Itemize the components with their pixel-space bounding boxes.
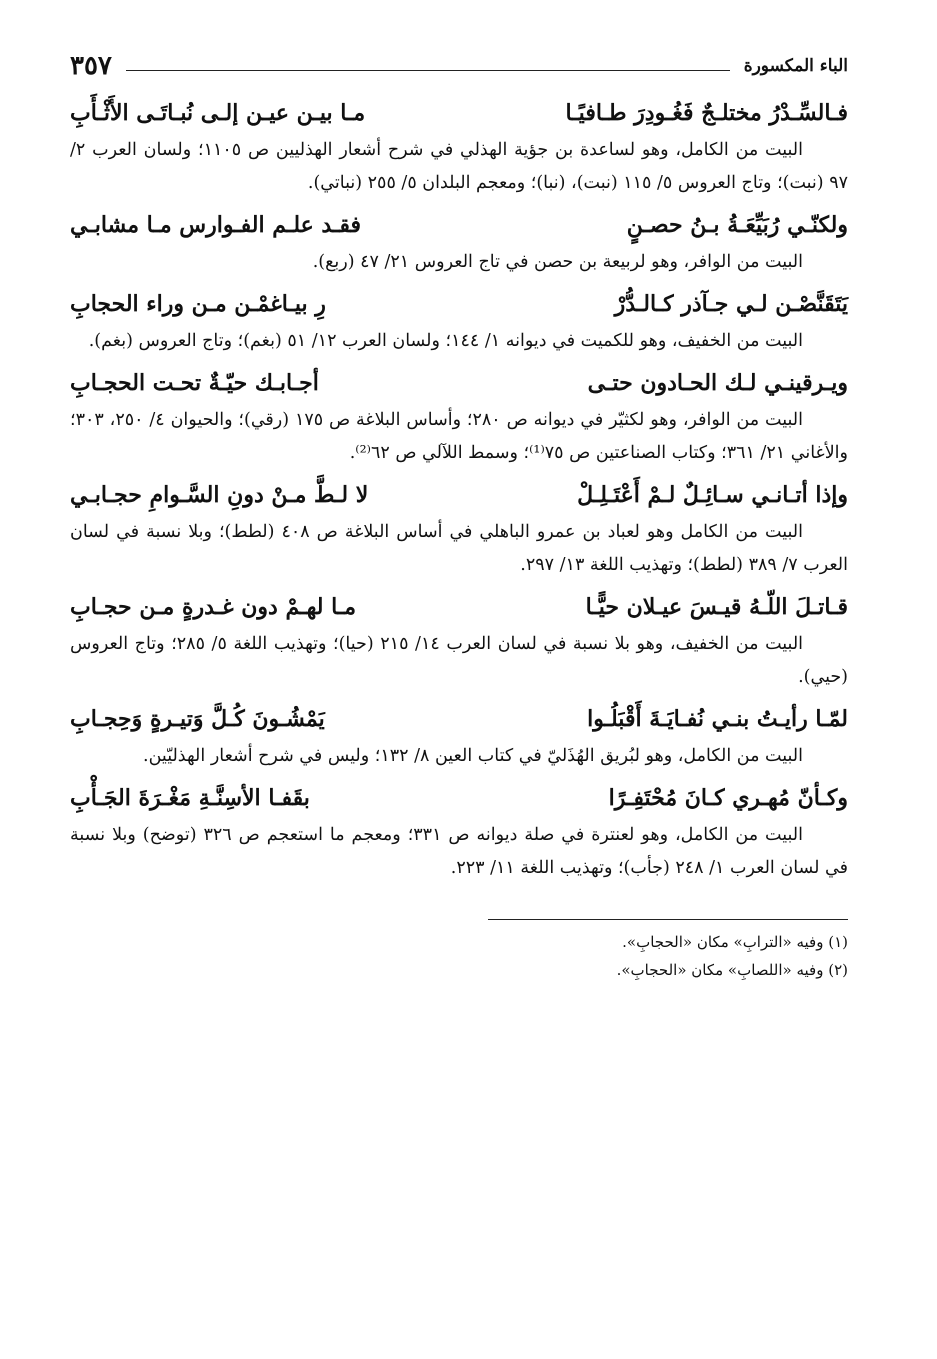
verse-line bbox=[70, 698, 848, 740]
verse-commentary: البيت من الوافر، وهو لكثيّر في ديوانه ص ٢٨٠؛ وأساس البلاغة ص ١٧٥ (رقي)؛ والحيوان ٤/ ٢٥٠، ٣٠٣؛ والأغاني ٢١/ ٣٦١؛ وكتاب الصناعتين ص ٧٥⁽¹⁾؛ وسمط اللآلي ص ٦٢⁽²⁾. bbox=[70, 410, 848, 463]
footnote-separator bbox=[488, 919, 848, 920]
verse-commentary: البيت من الكامل، وهو لساعدة بن جؤية الهذلي في شرح أشعار الهذليين ص ١١٠٥؛ ولسان العرب ٢/ ٩٧ (نبت)؛ وتاج العروس ٥/ ١١٥ (نبت)، (نبا)؛ ومعجم البلدان ٥/ ٢٥٥ (نباتي). bbox=[70, 140, 848, 193]
verse-first-hemistich: وكـأنّ مُهـري كـانَ مُحْتَفِـرًا bbox=[608, 785, 848, 811]
verse-second-hemistich: بقَفـا الأسِنَّـةِ مَغْـرَةَ الجَـأْبِ bbox=[70, 785, 310, 811]
verse-second-hemistich: يَمْشُـونَ كُـلَّ وَتيـرةٍ وَحِجـابِ bbox=[70, 706, 325, 732]
verse-first-hemistich: فـالسِّـدْرُ مختلـجٌ فَغُـودِرَ طـافيًـا bbox=[565, 100, 848, 126]
running-title: الباء المكسورة bbox=[743, 56, 848, 76]
verse-entry bbox=[70, 283, 848, 358]
verse-entry bbox=[70, 92, 848, 200]
verse-line bbox=[70, 92, 848, 134]
verse-second-hemistich: فقـد علـم الفـوارس مـا مشابـي bbox=[70, 212, 362, 238]
verse-commentary: البيت من الوافر، وهو لربيعة بن حصن في تاج العروس ٢١/ ٤٧ (ربع). bbox=[312, 252, 803, 272]
verse-second-hemistich: مـا لهـمْ دون غـدرةٍ مـن حجـابِ bbox=[70, 594, 357, 620]
page-header bbox=[70, 44, 848, 88]
verse-line bbox=[70, 283, 848, 325]
verse-entry bbox=[70, 362, 848, 470]
verse-entry bbox=[70, 698, 848, 773]
verse-line bbox=[70, 474, 848, 516]
verse-commentary: البيت من الخفيف، وهو للكميت في ديوانه ١/ ١٤٤؛ ولسان العرب ١٢/ ٥١ (بغم)؛ وتاج العروس (بغم). bbox=[88, 331, 803, 351]
verse-line bbox=[70, 777, 848, 819]
footnote: (١) وفيه «الترابِ» مكان «الحجابِ». bbox=[622, 933, 848, 951]
verse-line bbox=[70, 362, 848, 404]
footnote: (٢) وفيه «اللصابِ» مكان «الحجابِ». bbox=[616, 961, 848, 979]
verse-entry bbox=[70, 777, 848, 885]
header-rule bbox=[126, 70, 730, 71]
verse-first-hemistich: وإذا أتـانـي سـائِـلٌ لـمْ أَعْتَـلِـلْ bbox=[577, 482, 848, 508]
verse-commentary: البيت من الخفيف، وهو بلا نسبة في لسان العرب ١٤/ ٢١٥ (حيا)؛ وتهذيب اللغة ٥/ ٢٨٥؛ وتاج العروس (حيي). bbox=[70, 634, 848, 687]
verse-entry bbox=[70, 474, 848, 582]
verse-first-hemistich: لمّـا رأيـتُ بنـي نُفـايَـةَ أَقْبَلُـوا bbox=[587, 706, 848, 732]
verse-first-hemistich: قـاتـلَ اللّـهُ قيـسَ عيـلان حيًّـا bbox=[585, 594, 848, 620]
verse-line bbox=[70, 586, 848, 628]
verse-second-hemistich: أجـابـك حيّـةٌ تحـت الحجـابِ bbox=[70, 370, 319, 396]
page bbox=[70, 44, 848, 984]
verse-second-hemistich: مـا بيـن عيـن إلـى نُبـاتَـى الأَثْـأَبِ bbox=[70, 100, 366, 126]
page-number: ٣٥٧ bbox=[70, 51, 112, 81]
verse-first-hemistich: ولكنّـي رُبَيِّعَـةُ بـنُ حصـنٍ bbox=[626, 212, 848, 238]
verse-list bbox=[70, 92, 848, 885]
verse-second-hemistich: لا لـطَّ مـنْ دونِ السَّـوامِ حجـابـي bbox=[70, 482, 369, 508]
verse-entry bbox=[70, 204, 848, 279]
verse-first-hemistich: يَتَقَنَّصْـن لـي جـآذر كـالـدُّرْ bbox=[614, 291, 848, 317]
verse-commentary: البيت من الكامل وهو لعباد بن عمرو الباهلي في أساس البلاغة ص ٤٠٨ (لطط)؛ وبلا نسبة في لسان العرب ٧/ ٣٨٩ (لطط)؛ وتهذيب اللغة ١٣/ ٢٩٧. bbox=[70, 522, 848, 575]
verse-commentary: البيت من الكامل، وهو لعنترة في صلة ديوانه ص ٣٣١؛ ومعجم ما استعجم ص ٣٢٦ (توضح) وبلا نسبة في لسان العرب ١/ ٢٤٨ (جأب)؛ وتهذيب اللغة ١١/ ٢٢٣. bbox=[70, 825, 848, 878]
verse-commentary: البيت من الكامل، وهو لبُريق الهُذَليّ في كتاب العين ٨/ ١٣٢؛ وليس في شرح أشعار الهذليّين. bbox=[143, 746, 803, 766]
verse-line bbox=[70, 204, 848, 246]
verse-second-hemistich: رِ بيـاغمْـن مـن وراء الحجابِ bbox=[70, 291, 326, 317]
footnotes bbox=[70, 928, 848, 984]
verse-first-hemistich: ويـرقينـي لـك الحـادون حتـى bbox=[587, 370, 848, 396]
verse-entry bbox=[70, 586, 848, 694]
